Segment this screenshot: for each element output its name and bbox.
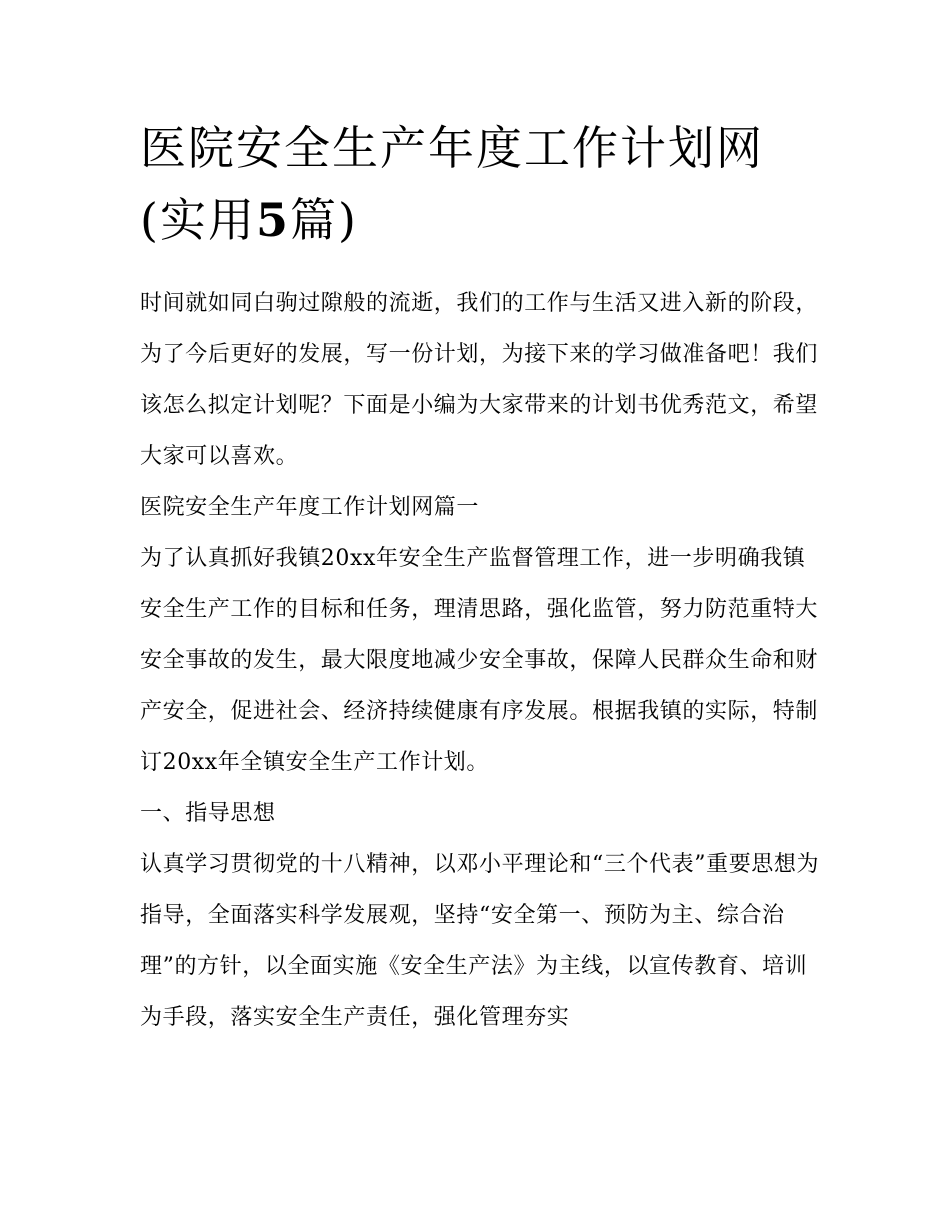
section-heading-part-one: 医院安全生产年度工作计划网篇一 bbox=[140, 495, 480, 520]
document-body bbox=[140, 278, 820, 1043]
guiding-ideology-paragraph: 认真学习贯彻党的十八精神，以邓小平理论和“三个代表”重要思想为指导，全面落实科学发展观，坚持“安全第一、预防为主、综合治理”的方针，以全面实施《安全生产法》为主线，以宣传教育、培训为手段，落实安全生产责任，强化管理夯实 bbox=[140, 852, 820, 1030]
title-line-2-number: 5 bbox=[255, 193, 290, 247]
title-line-2-suffix: 篇) bbox=[289, 193, 358, 247]
title-line-2-prefix: (实用 bbox=[140, 193, 256, 247]
intro-paragraph: 时间就如同白驹过隙般的流逝，我们的工作与生活又进入新的阶段，为了今后更好的发展，写一份计划，为接下来的学习做准备吧！我们该怎么拟定计划呢？下面是小编为大家带来的计划书优秀范文，希望大家可以喜欢。 bbox=[140, 291, 819, 469]
purpose-paragraph: 为了认真抓好我镇20xx年安全生产监督管理工作，进一步明确我镇安全生产工作的目标和任务，理清思路，强化监管，努力防范重特大安全事故的发生，最大限度地减少安全事故，保障人民群众生命和财产安全，促进社会、经济持续健康有序发展。根据我镇的实际，特制订20xx年全镇安全生产工作计划。 bbox=[140, 546, 819, 775]
document-title bbox=[140, 112, 830, 256]
section-heading-guiding-ideology: 一、指导思想 bbox=[140, 801, 276, 826]
title-line-1: 医院安全生产年度工作计划网 bbox=[140, 121, 764, 175]
